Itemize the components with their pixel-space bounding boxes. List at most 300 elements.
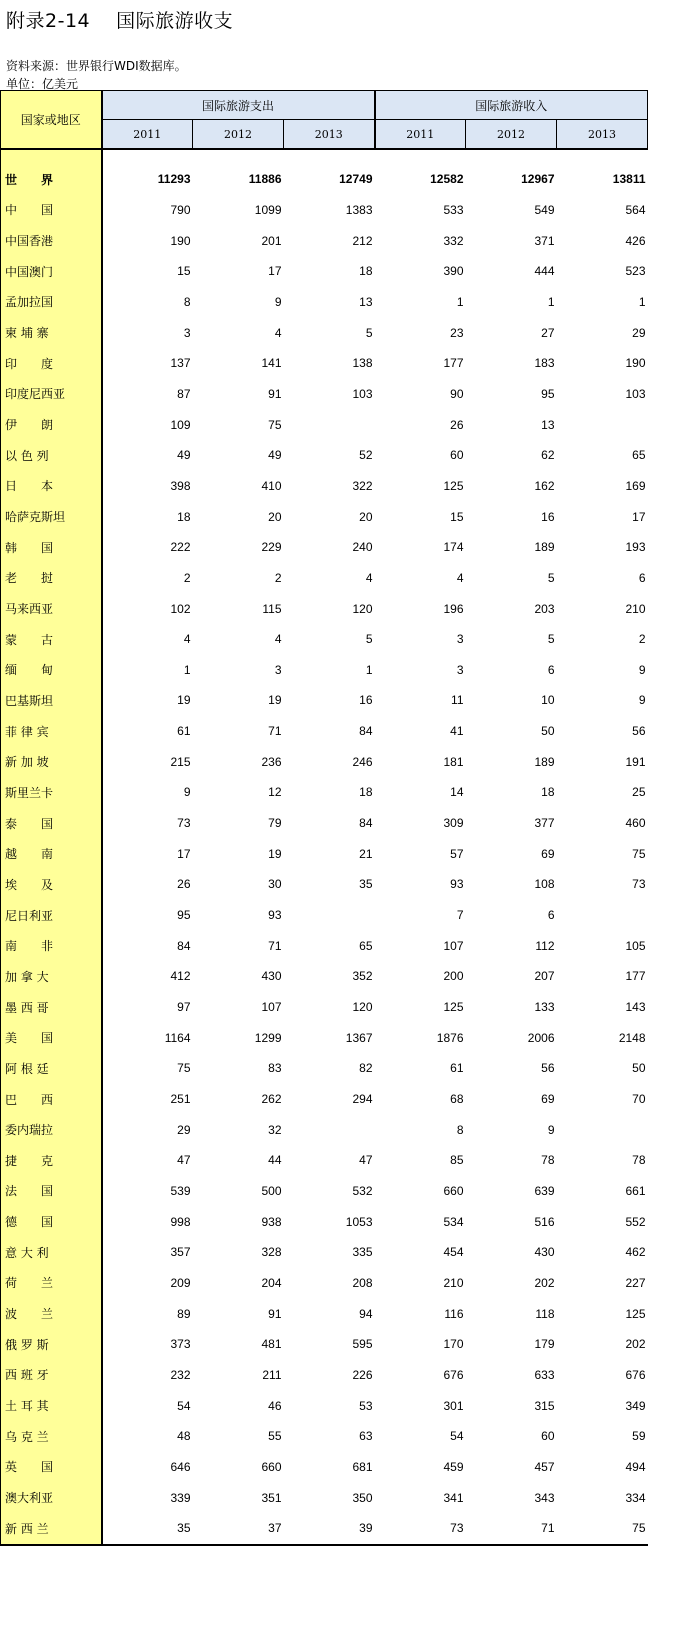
expenditure-2013-cell: 226	[352, 1367, 373, 1382]
expenditure-2012-cell: 481	[261, 1337, 282, 1352]
country-name: 世 界	[1, 164, 102, 195]
expenditure-2012-cell: 46	[268, 1398, 282, 1413]
table-row	[1, 961, 648, 992]
country-name: 波 兰	[1, 1298, 102, 1329]
receipts-2013-cell: 661	[625, 1183, 646, 1198]
receipts-2012-cell: 444	[534, 264, 555, 279]
receipts-2012-cell: 56	[541, 1061, 555, 1076]
country-name: 俄 罗 斯	[1, 1329, 102, 1360]
expenditure-2012-cell: 93	[268, 908, 282, 923]
receipts-2012-cell: 60	[541, 1429, 555, 1444]
country-name: 伊 朗	[1, 409, 102, 440]
expenditure-2013-cell: 1053	[345, 1214, 373, 1229]
country-name: 英 国	[1, 1452, 102, 1483]
expenditure-2011-cell: 84	[177, 938, 191, 953]
expenditure-2012-cell: 229	[261, 540, 282, 555]
expenditure-2012-cell: 262	[261, 1092, 282, 1107]
expenditure-2013-cell: 532	[352, 1183, 373, 1198]
expenditure-2012-cell: 83	[268, 1061, 282, 1076]
table-row	[1, 225, 648, 256]
expenditure-2011-cell: 398	[170, 478, 191, 493]
expenditure-2013-cell: 84	[359, 724, 373, 739]
receipts-2013-cell: 191	[625, 754, 646, 769]
expenditure-2013-cell: 52	[359, 448, 373, 463]
receipts-2012-cell: 315	[534, 1398, 555, 1413]
receipts-2011-cell: 174	[443, 540, 464, 555]
table-row	[1, 563, 648, 594]
receipts-2013-cell: 75	[632, 846, 646, 861]
receipts-2012-cell: 457	[534, 1459, 555, 1474]
receipts-2011-cell: 3	[456, 662, 464, 677]
expenditure-2013-cell: 84	[359, 816, 373, 831]
expenditure-2013-cell	[284, 900, 375, 931]
expenditure-2013-cell: 335	[352, 1245, 373, 1260]
expenditure-2013-cell: 246	[352, 754, 373, 769]
receipts-2011-cell: 676	[443, 1367, 464, 1382]
expenditure-2011-cell: 646	[170, 1459, 191, 1474]
country-name: 泰 国	[1, 808, 102, 839]
receipts-2011-cell: 390	[443, 264, 464, 279]
table-row	[1, 930, 648, 961]
table-row	[1, 655, 648, 686]
expenditure-2011-cell: 1	[183, 662, 191, 677]
receipts-2011-cell: 341	[443, 1490, 464, 1505]
expenditure-2012-cell: 49	[268, 448, 282, 463]
expenditure-2012-cell: 410	[261, 478, 282, 493]
expenditure-2011-cell: 26	[177, 877, 191, 892]
expenditure-2011-cell: 49	[177, 448, 191, 463]
expenditure-2012-cell: 351	[261, 1490, 282, 1505]
expenditure-2012-cell: 91	[268, 1306, 282, 1321]
table-row	[1, 1084, 648, 1115]
country-name: 荷 兰	[1, 1268, 102, 1299]
expenditure-2013-cell: 35	[359, 877, 373, 892]
receipts-2013-cell: 210	[625, 601, 646, 616]
expenditure-2012-cell: 17	[268, 264, 282, 279]
expenditure-2013-cell: 120	[352, 601, 373, 616]
receipts-2011-cell: 73	[375, 1513, 466, 1545]
table-row	[1, 992, 648, 1023]
group-header-receipts: 国际旅游收入	[375, 91, 648, 120]
receipts-2013-cell: 143	[625, 1000, 646, 1015]
receipts-2013-cell: 462	[625, 1245, 646, 1260]
receipts-2013-cell: 523	[625, 264, 646, 279]
expenditure-2012-cell: 75	[268, 417, 282, 432]
receipts-2012-cell: 13	[541, 417, 555, 432]
expenditure-2013-cell: 53	[359, 1398, 373, 1413]
country-name: 巴 西	[1, 1084, 102, 1115]
expenditure-2012-cell: 19	[268, 846, 282, 861]
country-name: 菲 律 宾	[1, 716, 102, 747]
expenditure-2011-cell: 54	[177, 1398, 191, 1413]
country-name: 新 西 兰	[1, 1513, 102, 1545]
table-row	[1, 838, 648, 869]
receipts-2013-cell: 56	[632, 724, 646, 739]
receipts-2011-cell: 23	[450, 325, 464, 340]
expenditure-2011-cell: 109	[170, 417, 191, 432]
table-row	[1, 501, 648, 532]
expenditure-2012-cell: 20	[268, 509, 282, 524]
expenditure-2012-cell: 12	[268, 785, 282, 800]
receipts-2011-cell: 68	[450, 1092, 464, 1107]
expenditure-2013-cell: 82	[359, 1061, 373, 1076]
receipts-2012-cell: 71	[466, 1513, 557, 1545]
expenditure-2012-cell: 32	[268, 1122, 282, 1137]
expenditure-2011-cell: 209	[170, 1275, 191, 1290]
table-row	[1, 624, 648, 655]
receipts-2011-cell: 41	[450, 724, 464, 739]
receipts-2011-cell: 26	[450, 417, 464, 432]
country-name: 中 国	[1, 195, 102, 226]
year-header: 2012	[193, 120, 284, 150]
expenditure-2011-cell: 75	[177, 1061, 191, 1076]
country-name: 西 班 牙	[1, 1360, 102, 1391]
country-name: 印度尼西亚	[1, 379, 102, 410]
expenditure-2013-cell: 18	[359, 264, 373, 279]
country-name: 德 国	[1, 1206, 102, 1237]
expenditure-2011-cell: 1164	[164, 1030, 191, 1045]
country-name: 墨 西 哥	[1, 992, 102, 1023]
table-row	[1, 716, 648, 747]
country-name: 加 拿 大	[1, 961, 102, 992]
receipts-2012-cell: 371	[534, 233, 555, 248]
expenditure-2012-cell: 204	[261, 1275, 282, 1290]
expenditure-2012-cell: 55	[268, 1429, 282, 1444]
country-name: 澳大利亚	[1, 1482, 102, 1513]
receipts-2013-cell: 334	[625, 1490, 646, 1505]
expenditure-2012-cell: 4	[274, 632, 282, 647]
country-name: 中国香港	[1, 225, 102, 256]
expenditure-2011-cell: 95	[177, 908, 191, 923]
receipts-2013-cell: 426	[625, 233, 646, 248]
receipts-2012-cell: 27	[541, 325, 555, 340]
receipts-2011-cell: 116	[444, 1306, 464, 1321]
receipts-2012-cell: 549	[534, 202, 555, 217]
expenditure-2013-cell: 120	[352, 1000, 373, 1015]
country-name: 阿 根 廷	[1, 1053, 102, 1084]
expenditure-2013-cell: 294	[352, 1092, 373, 1107]
table-row	[1, 532, 648, 563]
table-row	[1, 1114, 648, 1145]
table-row	[1, 1390, 648, 1421]
receipts-2013-cell: 9	[638, 662, 646, 677]
table-row	[1, 593, 648, 624]
country-name: 印 度	[1, 348, 102, 379]
receipts-2012-cell: 69	[541, 1092, 555, 1107]
table-row	[1, 1206, 648, 1237]
receipts-2013-cell: 177	[625, 969, 646, 984]
table-row	[1, 409, 648, 440]
expenditure-2013-cell: 138	[352, 356, 373, 371]
table-row	[1, 348, 648, 379]
expenditure-2013-cell: 21	[359, 846, 373, 861]
expenditure-2012-cell: 9	[274, 294, 282, 309]
table-row	[1, 1421, 648, 1452]
country-name: 韩 国	[1, 532, 102, 563]
table-row	[1, 287, 648, 318]
country-name: 美 国	[1, 1022, 102, 1053]
expenditure-2011-cell: 539	[170, 1183, 191, 1198]
year-header: 2013	[284, 120, 375, 150]
receipts-2011-cell: 196	[443, 601, 464, 616]
receipts-2012-cell: 9	[547, 1122, 555, 1137]
expenditure-2011-cell: 412	[170, 969, 191, 984]
receipts-2011-cell: 200	[443, 969, 464, 984]
receipts-2012-cell: 430	[534, 1245, 555, 1260]
receipts-2011-cell: 12582	[430, 172, 464, 187]
country-name: 越 南	[1, 838, 102, 869]
receipts-2012-cell: 6	[547, 662, 555, 677]
receipts-2013-cell: 202	[625, 1337, 646, 1352]
receipts-2011-cell: 93	[450, 877, 464, 892]
expenditure-2011-cell: 790	[170, 202, 191, 217]
receipts-2012-cell: 16	[541, 509, 555, 524]
expenditure-2012-cell: 91	[268, 386, 282, 401]
expenditure-2013-cell: 5	[365, 325, 373, 340]
receipts-2013-cell: 59	[632, 1429, 646, 1444]
receipts-2013-cell: 2148	[618, 1030, 646, 1045]
table-row	[1, 1482, 648, 1513]
receipts-2012-cell: 133	[534, 1000, 555, 1015]
expenditure-2013-cell: 13	[359, 294, 373, 309]
expenditure-2013-cell: 65	[359, 938, 373, 953]
receipts-2011-cell: 1	[456, 294, 464, 309]
receipts-2012-cell: 516	[534, 1214, 555, 1229]
receipts-2011-cell: 454	[443, 1245, 464, 1260]
receipts-2011-cell: 85	[450, 1153, 464, 1168]
expenditure-2011-cell: 18	[177, 509, 191, 524]
country-name: 日 本	[1, 471, 102, 502]
receipts-2011-cell: 210	[443, 1275, 464, 1290]
expenditure-2011-cell: 47	[177, 1153, 191, 1168]
receipts-2012-cell: 78	[541, 1153, 555, 1168]
country-name: 捷 克	[1, 1145, 102, 1176]
receipts-2011-cell: 4	[456, 570, 464, 585]
receipts-2012-cell: 203	[534, 601, 555, 616]
receipts-2011-cell: 170	[443, 1337, 464, 1352]
expenditure-2011-cell: 251	[170, 1092, 191, 1107]
receipts-2013-cell: 552	[625, 1214, 646, 1229]
expenditure-2013-cell: 1383	[345, 202, 373, 217]
expenditure-2011-cell: 61	[177, 724, 191, 739]
year-header: 2013	[557, 120, 648, 150]
table-row	[1, 471, 648, 502]
table-row	[1, 379, 648, 410]
table-row	[1, 1360, 648, 1391]
year-header: 2011	[375, 120, 466, 150]
receipts-2012-cell: 95	[541, 386, 555, 401]
receipts-2011-cell: 107	[443, 938, 464, 953]
table-row	[1, 164, 648, 195]
country-name: 意 大 利	[1, 1237, 102, 1268]
receipts-2013-cell: 227	[625, 1275, 646, 1290]
table-row	[1, 1176, 648, 1207]
expenditure-2012-cell: 4	[274, 325, 282, 340]
expenditure-2013-cell: 20	[359, 509, 373, 524]
receipts-2011-cell: 301	[443, 1398, 464, 1413]
receipts-2013-cell: 190	[625, 356, 646, 371]
expenditure-2013-cell: 595	[352, 1337, 373, 1352]
receipts-2011-cell: 660	[443, 1183, 464, 1198]
table-row	[1, 1145, 648, 1176]
receipts-2011-cell: 1876	[436, 1030, 464, 1045]
receipts-2012-cell: 118	[535, 1306, 555, 1321]
receipts-2013-cell: 169	[625, 478, 646, 493]
receipts-2013-cell: 494	[625, 1459, 646, 1474]
table-row	[1, 869, 648, 900]
expenditure-2012-cell: 37	[193, 1513, 284, 1545]
expenditure-2013-cell: 16	[359, 693, 373, 708]
receipts-2012-cell: 633	[534, 1367, 555, 1382]
row-header-label: 国家或地区	[1, 91, 102, 150]
receipts-2013-cell: 564	[625, 202, 646, 217]
receipts-2013-cell: 73	[632, 877, 646, 892]
table-row	[1, 195, 648, 226]
expenditure-2012-cell: 938	[261, 1214, 282, 1229]
receipts-2012-cell: 2006	[527, 1030, 555, 1045]
expenditure-2011-cell: 87	[177, 386, 191, 401]
receipts-2011-cell: 14	[450, 785, 464, 800]
receipts-2012-cell: 6	[547, 908, 555, 923]
receipts-2011-cell: 57	[450, 846, 464, 861]
expenditure-2011-cell: 8	[183, 294, 191, 309]
expenditure-2013-cell: 12749	[339, 172, 373, 187]
expenditure-2012-cell: 115	[262, 601, 282, 616]
table-row	[1, 1329, 648, 1360]
expenditure-2013-cell: 1	[365, 662, 373, 677]
receipts-2011-cell: 534	[443, 1214, 464, 1229]
expenditure-2013-cell: 681	[352, 1459, 373, 1474]
expenditure-2013-cell: 63	[359, 1429, 373, 1444]
country-name: 巴基斯坦	[1, 685, 102, 716]
table-body	[1, 149, 648, 1545]
expenditure-2013-cell: 240	[352, 540, 373, 555]
expenditure-2013-cell: 350	[352, 1490, 373, 1505]
expenditure-2013-cell: 47	[359, 1153, 373, 1168]
receipts-2013-cell: 349	[625, 1398, 646, 1413]
receipts-2013-cell: 65	[632, 448, 646, 463]
receipts-2013-cell	[557, 900, 648, 931]
expenditure-2012-cell: 1299	[254, 1030, 282, 1045]
receipts-2013-cell: 9	[638, 693, 646, 708]
receipts-2012-cell: 202	[534, 1275, 555, 1290]
table-row	[1, 808, 648, 839]
expenditure-2013-cell: 212	[352, 233, 373, 248]
year-header: 2012	[466, 120, 557, 150]
expenditure-2012-cell: 201	[261, 233, 282, 248]
country-name: 委内瑞拉	[1, 1114, 102, 1145]
country-name: 埃 及	[1, 869, 102, 900]
expenditure-2012-cell: 141	[261, 356, 282, 371]
receipts-2011-cell: 90	[450, 386, 464, 401]
expenditure-2012-cell: 1099	[254, 202, 282, 217]
table-row	[1, 685, 648, 716]
expenditure-2013-cell	[284, 409, 375, 440]
table-row	[1, 440, 648, 471]
receipts-2012-cell: 62	[541, 448, 555, 463]
receipts-2013-cell	[557, 1114, 648, 1145]
receipts-2011-cell: 533	[443, 202, 464, 217]
receipts-2011-cell: 181	[443, 754, 464, 769]
country-name: 法 国	[1, 1176, 102, 1207]
receipts-2012-cell: 12967	[521, 172, 555, 187]
receipts-2011-cell: 15	[450, 509, 464, 524]
expenditure-2013-cell: 5	[365, 632, 373, 647]
receipts-2012-cell: 179	[534, 1337, 555, 1352]
receipts-2013-cell: 676	[625, 1367, 646, 1382]
receipts-2013-cell: 70	[632, 1092, 646, 1107]
receipts-2013-cell: 103	[625, 386, 646, 401]
expenditure-2011-cell: 102	[170, 601, 191, 616]
country-name: 斯里兰卡	[1, 777, 102, 808]
expenditure-2011-cell: 15	[177, 264, 191, 279]
expenditure-2011-cell: 9	[183, 785, 191, 800]
expenditure-2011-cell: 339	[170, 1490, 191, 1505]
expenditure-2012-cell: 211	[262, 1367, 282, 1382]
receipts-2012-cell: 108	[534, 877, 555, 892]
expenditure-2012-cell: 71	[268, 724, 282, 739]
receipts-2012-cell: 5	[547, 570, 555, 585]
receipts-2012-cell: 162	[534, 478, 555, 493]
expenditure-2011-cell: 19	[177, 693, 191, 708]
receipts-2011-cell: 11	[451, 693, 464, 708]
expenditure-2012-cell: 44	[268, 1153, 282, 1168]
table-row	[1, 746, 648, 777]
receipts-2013-cell: 460	[625, 816, 646, 831]
country-name: 中国澳门	[1, 256, 102, 287]
page-title	[6, 6, 233, 33]
country-name: 尼日利亚	[1, 900, 102, 931]
expenditure-2011-cell: 29	[177, 1122, 191, 1137]
receipts-2011-cell: 177	[443, 356, 464, 371]
receipts-2013-cell: 105	[625, 938, 646, 953]
table-row	[1, 1237, 648, 1268]
receipts-2012-cell: 639	[534, 1183, 555, 1198]
receipts-2013-cell: 125	[625, 1306, 646, 1321]
receipts-2012-cell: 10	[541, 693, 555, 708]
country-name: 马来西亚	[1, 593, 102, 624]
appendix-code: 附录2-14	[6, 10, 91, 32]
expenditure-2011-cell: 89	[177, 1306, 191, 1321]
receipts-2013-cell: 17	[632, 509, 646, 524]
receipts-2013-cell: 50	[632, 1061, 646, 1076]
expenditure-2012-cell: 3	[274, 662, 282, 677]
country-name: 乌 克 兰	[1, 1421, 102, 1452]
expenditure-2013-cell	[284, 1114, 375, 1145]
receipts-2011-cell: 125	[443, 1000, 464, 1015]
receipts-2013-cell: 13811	[612, 172, 646, 187]
receipts-2011-cell: 8	[456, 1122, 464, 1137]
expenditure-2011-cell: 222	[170, 540, 191, 555]
country-name: 南 非	[1, 930, 102, 961]
expenditure-2011-cell: 4	[183, 632, 191, 647]
expenditure-2011-cell: 11293	[157, 172, 191, 187]
tourism-balance-table	[0, 90, 648, 1546]
table-row	[1, 1513, 648, 1545]
expenditure-2012-cell: 430	[261, 969, 282, 984]
expenditure-2013-cell: 352	[352, 969, 373, 984]
expenditure-2013-cell: 4	[365, 570, 373, 585]
expenditure-2011-cell: 998	[170, 1214, 191, 1229]
expenditure-2011-cell: 73	[177, 816, 191, 831]
appendix-title: 国际旅游收支	[116, 10, 234, 32]
expenditure-2011-cell: 97	[177, 1000, 191, 1015]
country-name: 土 耳 其	[1, 1390, 102, 1421]
expenditure-2013-cell: 94	[359, 1306, 373, 1321]
receipts-2013-cell	[557, 409, 648, 440]
expenditure-2011-cell: 357	[170, 1245, 191, 1260]
expenditure-2013-cell: 18	[359, 785, 373, 800]
